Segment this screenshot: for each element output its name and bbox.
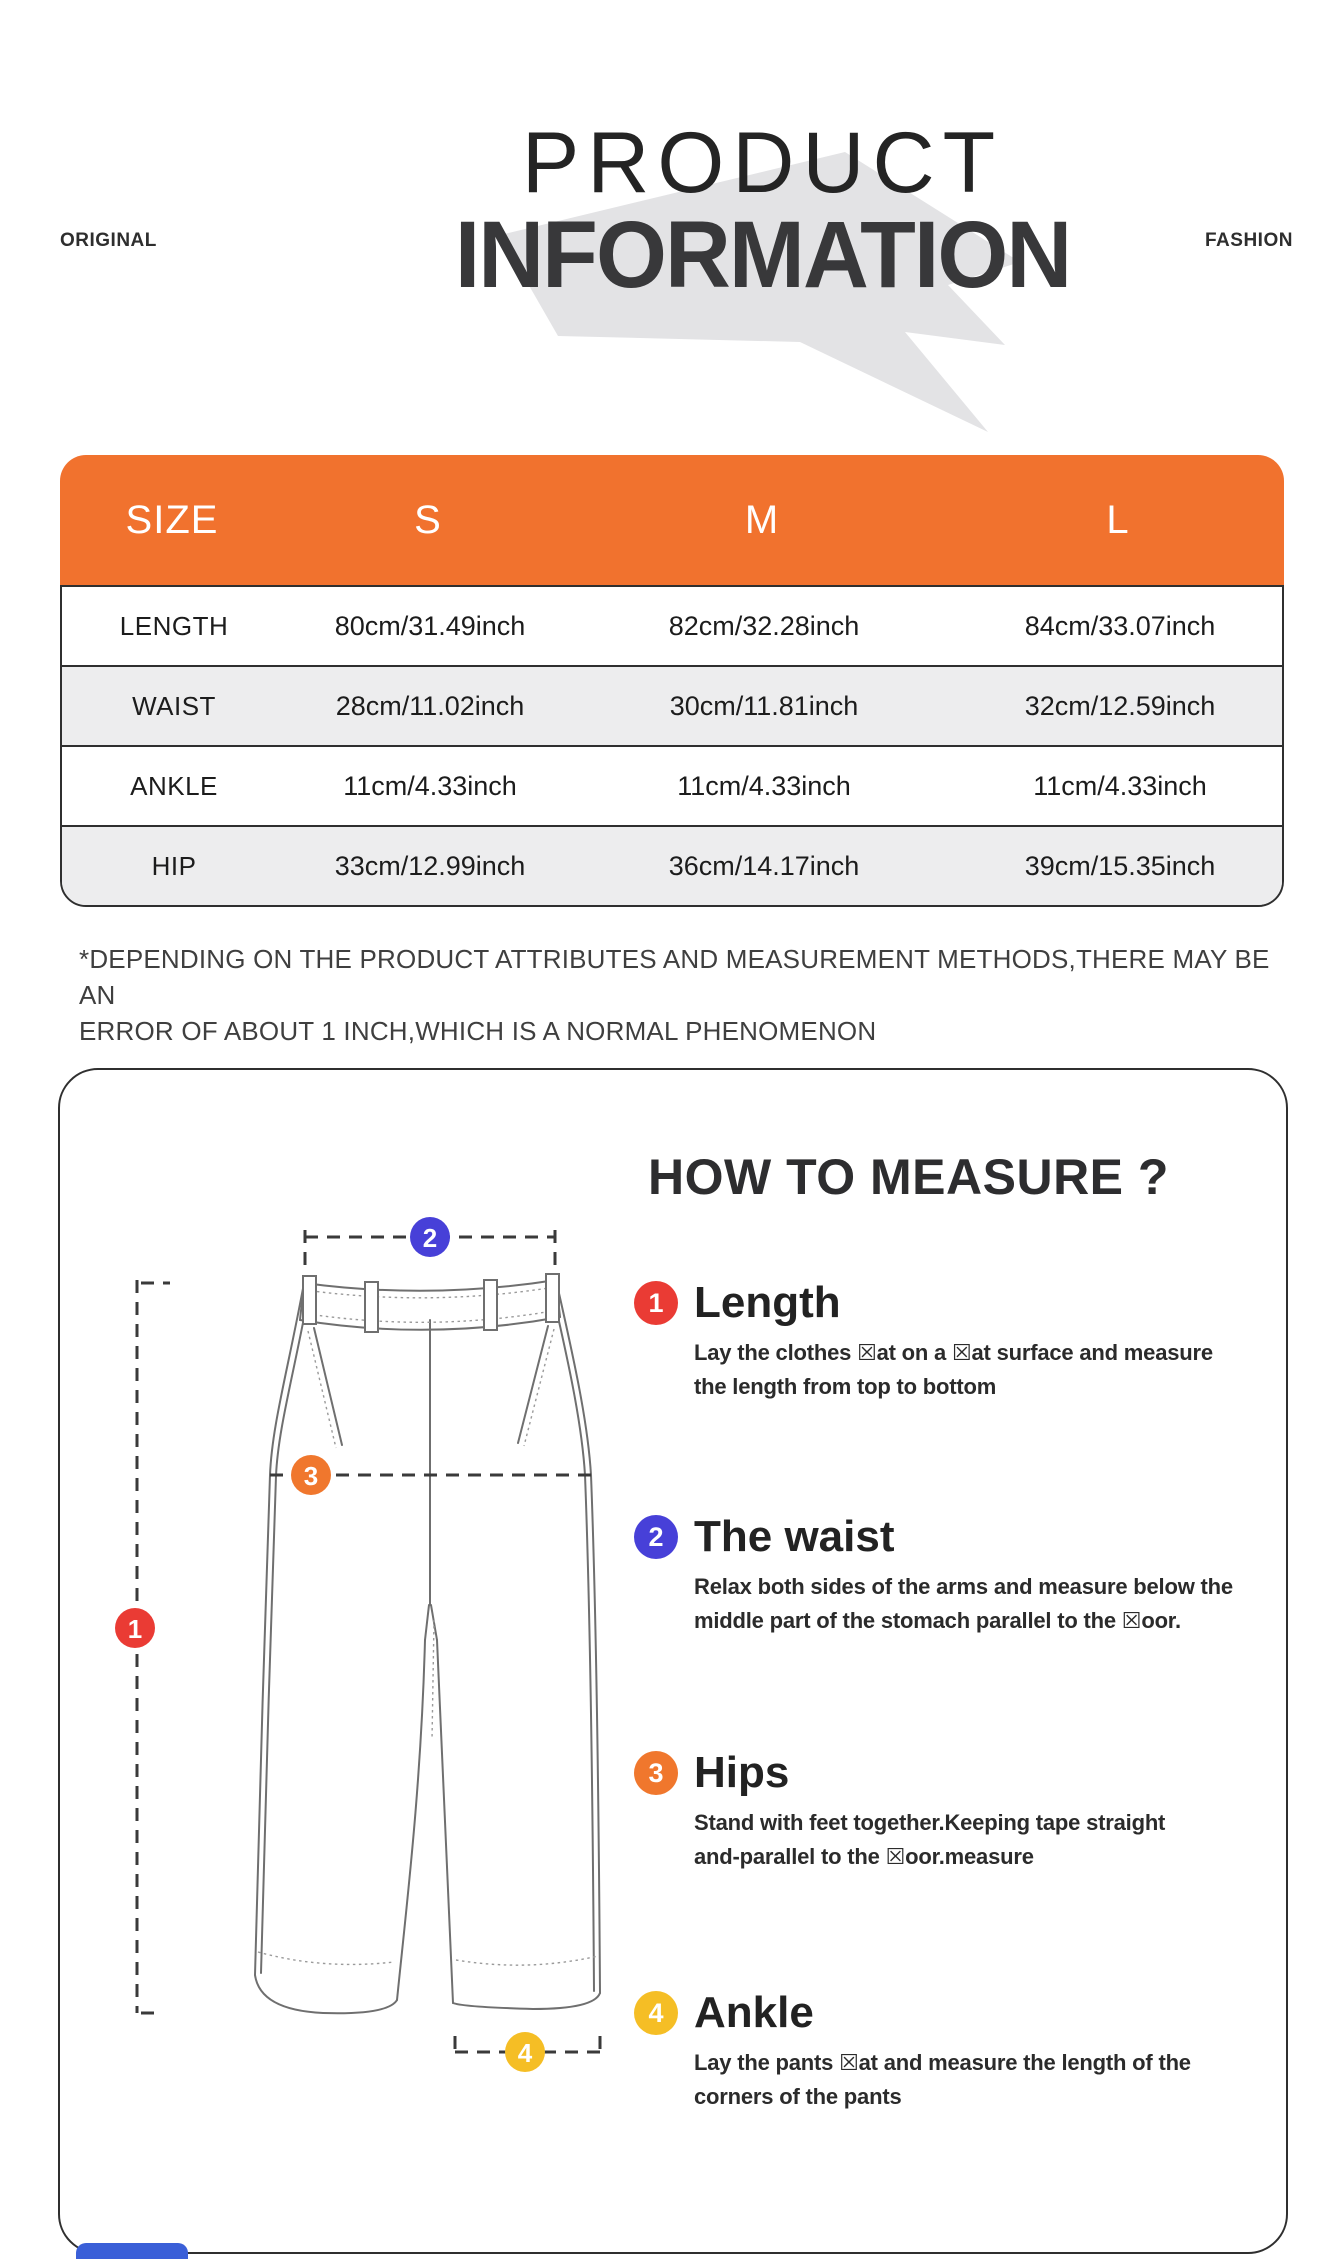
item-title: Hips — [694, 1748, 790, 1797]
item-number-badge: 1 — [634, 1281, 678, 1325]
svg-text:2: 2 — [422, 1223, 438, 1253]
item-description: Stand with feet together.Keeping tape straight and-parallel to the ☒oor.measure — [694, 1810, 1166, 1869]
page-title-line1: PRODUCT — [521, 115, 1004, 211]
measure-item-length — [634, 1278, 1274, 1404]
cell-value: 11cm/4.33inch — [1033, 770, 1207, 801]
item-description: Relax both sides of the arms and measure below the middle part of the stomach parallel to the ☒oor. — [694, 1574, 1233, 1633]
item-title: Ankle — [694, 1988, 814, 2037]
table-row-length — [62, 587, 1282, 665]
table-row-ankle — [62, 745, 1282, 825]
cell-value: 39cm/15.35inch — [1024, 850, 1216, 881]
cell-value: 28cm/11.02inch — [335, 690, 525, 721]
column-header-m: M — [744, 497, 780, 542]
how-to-measure-title: HOW TO MEASURE ? — [648, 1149, 1169, 1205]
cell-value: 32cm/12.59inch — [1024, 690, 1216, 721]
item-number-badge: 2 — [634, 1515, 678, 1559]
belt-loop — [546, 1274, 559, 1322]
measure-item-waist — [634, 1512, 1274, 1638]
cell-value: 36cm/14.17inch — [668, 850, 860, 881]
diagram-badge-2 — [410, 1217, 450, 1257]
item-title: Length — [694, 1278, 841, 1327]
row-label: HIP — [151, 850, 197, 881]
belt-loop — [484, 1280, 497, 1330]
cell-value: 80cm/31.49inch — [334, 610, 526, 641]
brand-label-original: ORIGINAL — [60, 230, 157, 251]
measure-item-hips — [634, 1748, 1274, 1874]
page-title-line2: INFORMATION — [454, 202, 1071, 308]
page-title — [390, 115, 1135, 308]
brand-label-fashion: FASHION — [1205, 230, 1293, 251]
bottom-blue-accent — [76, 2243, 188, 2259]
item-description: Lay the clothes ☒at on a ☒at surface and measure the length from top to bottom — [694, 1340, 1213, 1399]
belt-loop — [303, 1276, 316, 1324]
pants-diagram — [88, 1210, 638, 2080]
measure-item-ankle — [634, 1988, 1274, 2114]
cell-value: 84cm/33.07inch — [1024, 610, 1216, 641]
diagram-badge-3 — [291, 1455, 331, 1495]
column-header-s: S — [414, 497, 442, 542]
table-row-waist — [62, 665, 1282, 745]
table-row-hip — [62, 825, 1282, 905]
row-label: LENGTH — [119, 610, 229, 641]
item-number-badge: 4 — [634, 1991, 678, 2035]
cell-value: 82cm/32.28inch — [668, 610, 860, 641]
size-table-body — [60, 585, 1284, 907]
item-title: The waist — [694, 1512, 895, 1561]
cell-value: 11cm/4.33inch — [677, 770, 851, 801]
row-label: WAIST — [132, 690, 216, 721]
disclaimer-line1: *DEPENDING ON THE PRODUCT ATTRIBUTES AND MEASUREMENT METHODS,THERE MAY BE AN — [79, 944, 1270, 1010]
cell-value: 30cm/11.81inch — [669, 690, 859, 721]
svg-text:3: 3 — [303, 1461, 319, 1491]
column-header-size: SIZE — [125, 497, 219, 542]
svg-text:4: 4 — [517, 2038, 533, 2068]
belt-loop — [365, 1282, 378, 1332]
row-label: ANKLE — [130, 770, 218, 801]
pants-outline — [255, 1274, 600, 2013]
item-description: Lay the pants ☒at and measure the length of the corners of the pants — [694, 2050, 1191, 2109]
cell-value: 11cm/4.33inch — [343, 770, 517, 801]
disclaimer-text — [79, 941, 1279, 1049]
size-table — [60, 455, 1284, 907]
diagram-badge-4 — [505, 2032, 545, 2072]
svg-text:1: 1 — [127, 1614, 143, 1644]
size-table-header-row — [60, 455, 1284, 585]
item-number-badge: 3 — [634, 1751, 678, 1795]
diagram-badge-1 — [115, 1608, 155, 1648]
cell-value: 33cm/12.99inch — [334, 850, 526, 881]
column-header-l: L — [1106, 497, 1130, 542]
disclaimer-line2: ERROR OF ABOUT 1 INCH,WHICH IS A NORMAL PHENOMENON — [79, 1016, 877, 1046]
